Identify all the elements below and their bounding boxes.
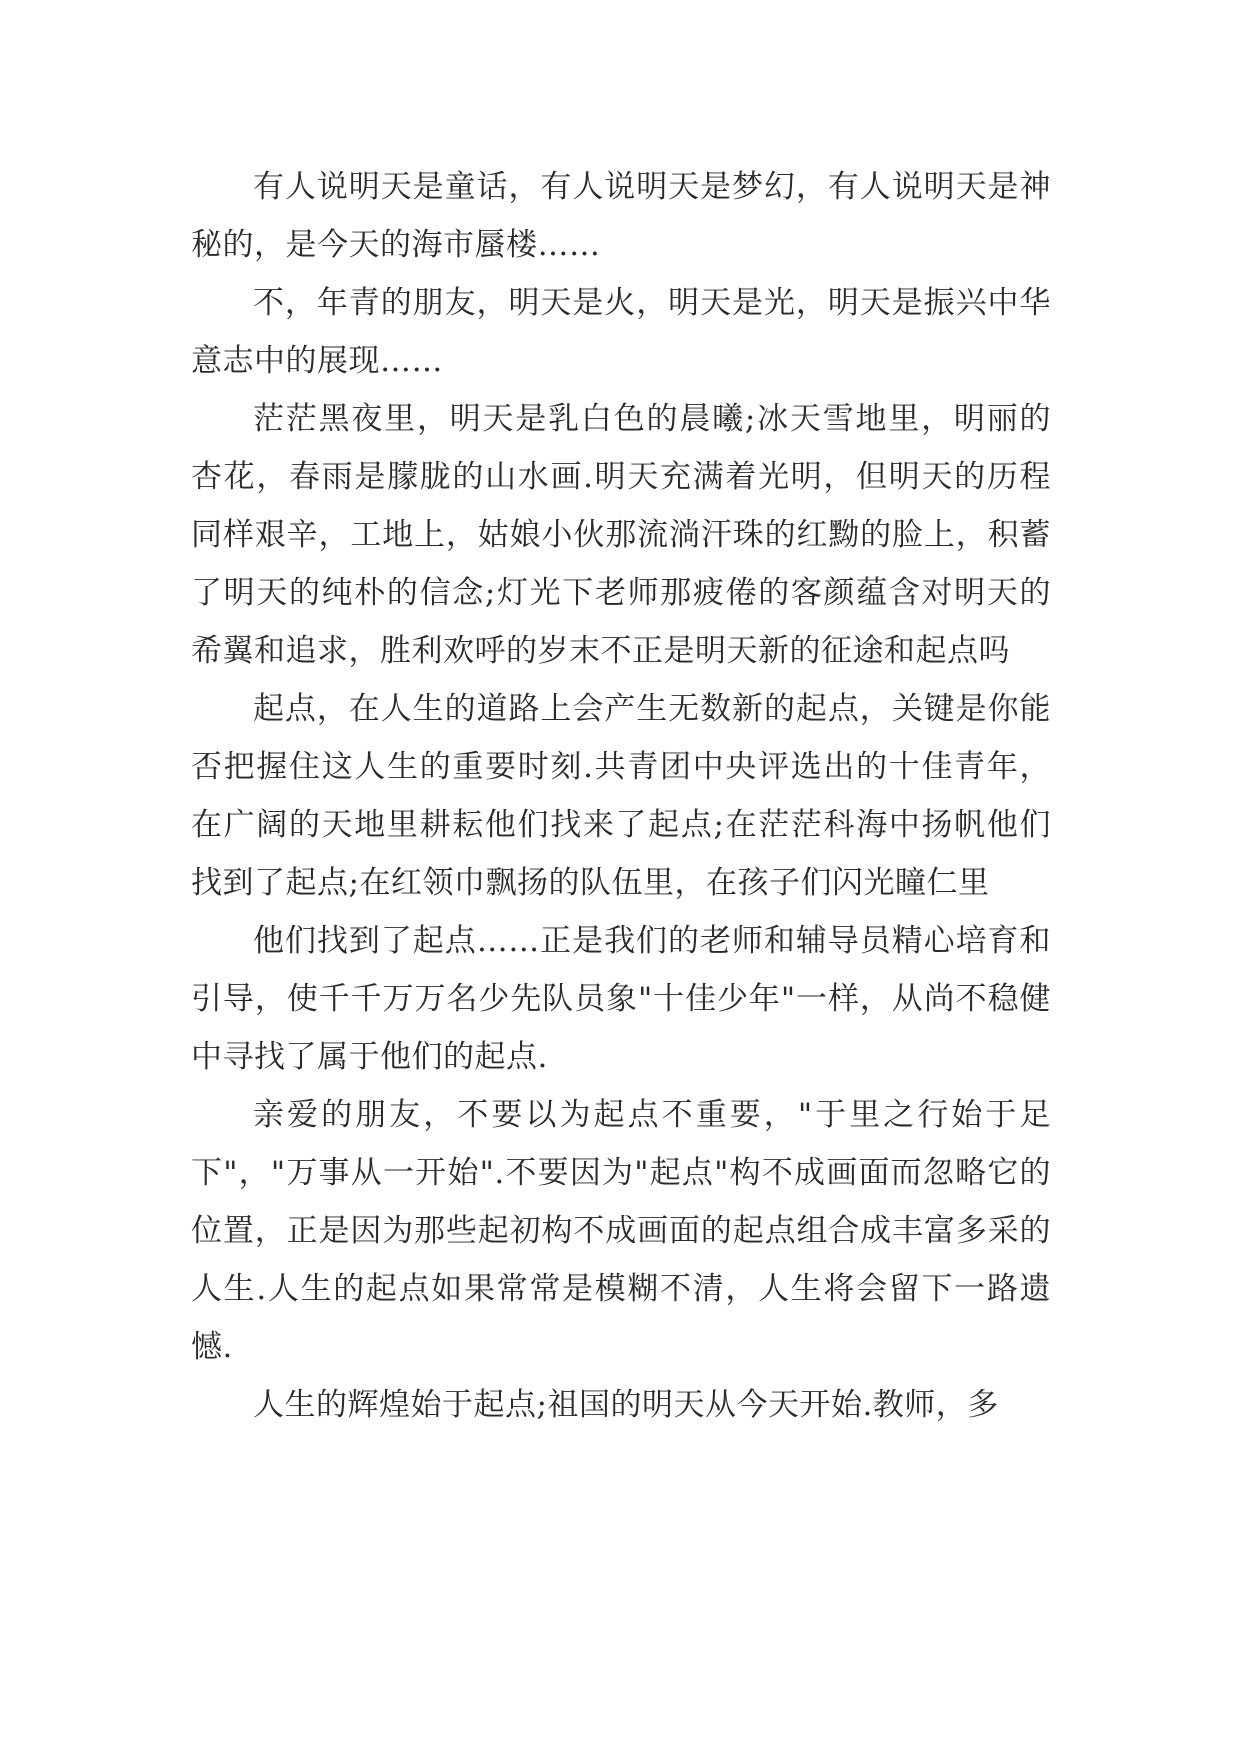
paragraph-7: 人生的辉煌始于起点;祖国的明天从今天开始.教师，多 [253, 1387, 999, 1423]
paragraph-6: 亲爱的朋友，不要以为起点不重要，"于里之行始于足下"，"万事从一开始".不要因为"起点"构不成画面而忽略它的位置，正是因为那些起初构不成画面的起点组合成丰富多采的人生.人生的起点如果常常是模糊不清，人生将会留下一路遗憾. [191, 1097, 1051, 1365]
document-body [191, 158, 1051, 1434]
paragraph-5: 他们找到了起点……正是我们的老师和辅导员精心培育和引导，使千千万万名少先队员象"十佳少年"一样，从尚不稳健中寻找了属于他们的起点. [191, 923, 1051, 1075]
paragraph-4: 起点，在人生的道路上会产生无数新的起点，关键是你能否把握住这人生的重要时刻.共青团中央评选出的十佳青年，在广阔的天地里耕耘他们找来了起点;在茫茫科海中扬帆他们找到了起点;在红领巾飘扬的队伍里，在孩子们闪光瞳仁里 [191, 691, 1051, 901]
paragraph-2: 不，年青的朋友，明天是火，明天是光，明天是振兴中华意志中的展现…… [191, 285, 1051, 379]
paragraph-3: 茫茫黑夜里，明天是乳白色的晨曦;冰天雪地里，明丽的杏花，春雨是朦胧的山水画.明天充满着光明，但明天的历程同样艰辛，工地上，姑娘小伙那流淌汗珠的红黝的脸上，积蓄了明天的纯朴的信念;灯光下老师那疲倦的客颜蕴含对明天的希翼和追求，胜利欢呼的岁末不正是明天新的征途和起点吗 [191, 401, 1051, 669]
paragraph-1: 有人说明天是童话，有人说明天是梦幻，有人说明天是神秘的，是今天的海市蜃楼…… [191, 169, 1051, 263]
